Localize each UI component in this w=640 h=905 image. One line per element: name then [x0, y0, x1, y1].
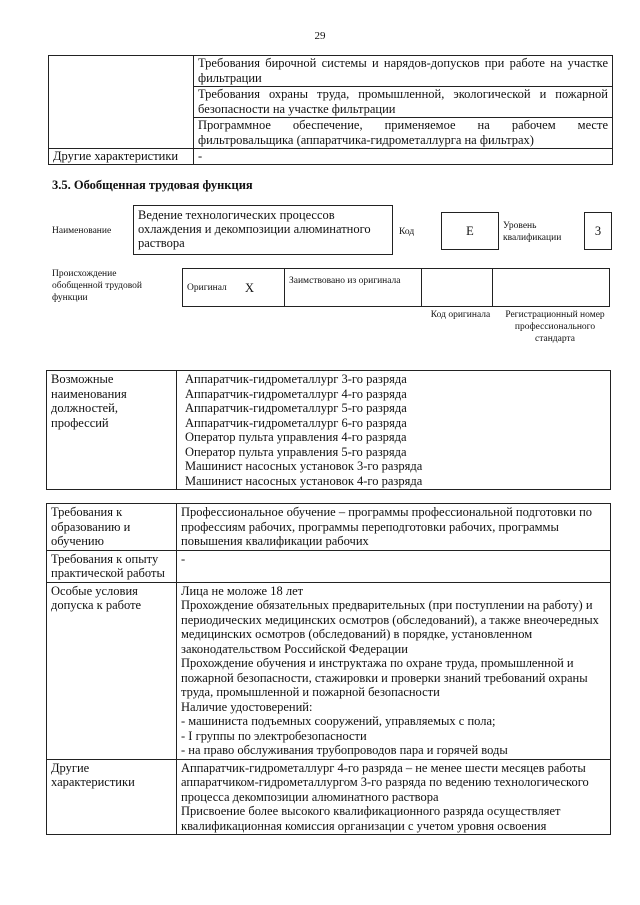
code-label: Код: [399, 227, 415, 237]
origin-reg-cell: [493, 269, 610, 307]
positions-label: Возможные наименования должностей, профессий: [47, 371, 177, 490]
code-value: Е: [441, 212, 499, 250]
experience-label: Требования к опыту практической работы: [47, 550, 177, 582]
code-caption: Код оригинала: [430, 310, 491, 320]
other-item: Аппаратчик-гидрометаллург 4-го разряда – не менее шести месяцев работы аппаратчиком-гидрометаллургом 3-го разряда по ведению технологического процесса декомпозиции алюминатного раствора: [181, 760, 589, 804]
position-item: Оператор пульта управления 4-го разряда: [185, 430, 407, 444]
origin-mark: X: [241, 269, 285, 307]
position-item: Машинист насосных установок 3-го разряда: [185, 459, 423, 473]
origin-table: [182, 268, 610, 307]
top-table-other-value: -: [194, 149, 613, 165]
position-item: Аппаратчик-гидрометаллург 4-го разряда: [185, 386, 407, 401]
condition-item: - на право обслуживания трубопроводов пара и горячей воды: [181, 743, 508, 757]
condition-item: - I группы по электробезопасности: [181, 728, 367, 743]
origin-code-cell: [422, 269, 493, 307]
level-label: Уровень квалификации: [503, 221, 562, 243]
position-item: Аппаратчик-гидрометаллург 6-го разряда: [185, 415, 407, 430]
condition-item: Прохождение обучения и инструктажа по охране труда, промышленной и пожарной безопасности, стажировки и проверки знаний требований охраны труда, промышленной и пожарной безопасности: [181, 656, 588, 699]
page-number: 29: [314, 30, 326, 42]
condition-item: Лица не моложе 18 лет: [181, 583, 304, 598]
positions-table: [46, 370, 611, 490]
conditions-label: Особые условия допуска к работе: [47, 582, 177, 759]
other-item: Присвоение более высокого квалификационного разряда осуществляет квалификационная комиссия организации с учетом уровня освоения: [181, 804, 561, 833]
name-value: Ведение технологических процессов охлаждения и декомпозиции алюминатного раствора: [133, 205, 393, 255]
requirements-table: [46, 503, 611, 835]
name-label: Наименование: [52, 226, 112, 236]
top-table-row: Требования охраны труда, промышленной, экологической и пожарной безопасности на участке фильтрации: [194, 87, 613, 118]
position-item: Машинист насосных установок 4-го разряда: [185, 473, 423, 488]
position-item: Оператор пульта управления 5-го разряда: [185, 444, 407, 459]
position-item: Аппаратчик-гидрометаллург 3-го разряда: [185, 372, 407, 386]
origin-original-label: Оригинал: [183, 269, 242, 307]
origin-label: Происхождение обобщенной трудовой функции: [52, 269, 142, 303]
condition-item: - машиниста подъемных сооружений, управляемых с пола;: [181, 714, 496, 728]
top-table-row: Программное обеспечение, применяемое на рабочем месте фильтровальщика (аппаратчика-гидрометаллурга на фильтрах): [194, 118, 613, 149]
section-title: 3.5. Обобщенная трудовая функция: [52, 178, 253, 192]
top-table-row: Требования бирочной системы и нарядов-допусков при работе на участке фильтрации: [194, 56, 613, 87]
education-value: Профессиональное обучение – программы профессиональной подготовки по профессиям рабочих, программы переподготовки рабочих, программы повышения квалификации рабочих: [177, 504, 611, 551]
condition-item: Наличие удостоверений:: [181, 699, 313, 714]
top-table: [48, 55, 613, 165]
top-table-other-label: Другие характеристики: [49, 149, 194, 165]
experience-value: -: [177, 550, 611, 582]
position-item: Аппаратчик-гидрометаллург 5-го разряда: [185, 401, 407, 415]
reg-caption: Регистрационный номер профессионального стандарта: [505, 310, 605, 344]
condition-item: Прохождение обязательных предварительных (при поступлении на работу) и периодических медицинских осмотров (обследований), а также внеочередных медицинских осмотров (обследований) в порядке, установленном законодательством Российской Федерации: [181, 598, 599, 656]
top-table-empty-cell: [49, 56, 194, 149]
level-value: 3: [584, 212, 612, 250]
other-label: Другие характеристики: [47, 759, 177, 835]
origin-borrowed-label: Заимствовано из оригинала: [285, 269, 422, 307]
education-label: Требования к образованию и обучению: [47, 504, 177, 551]
